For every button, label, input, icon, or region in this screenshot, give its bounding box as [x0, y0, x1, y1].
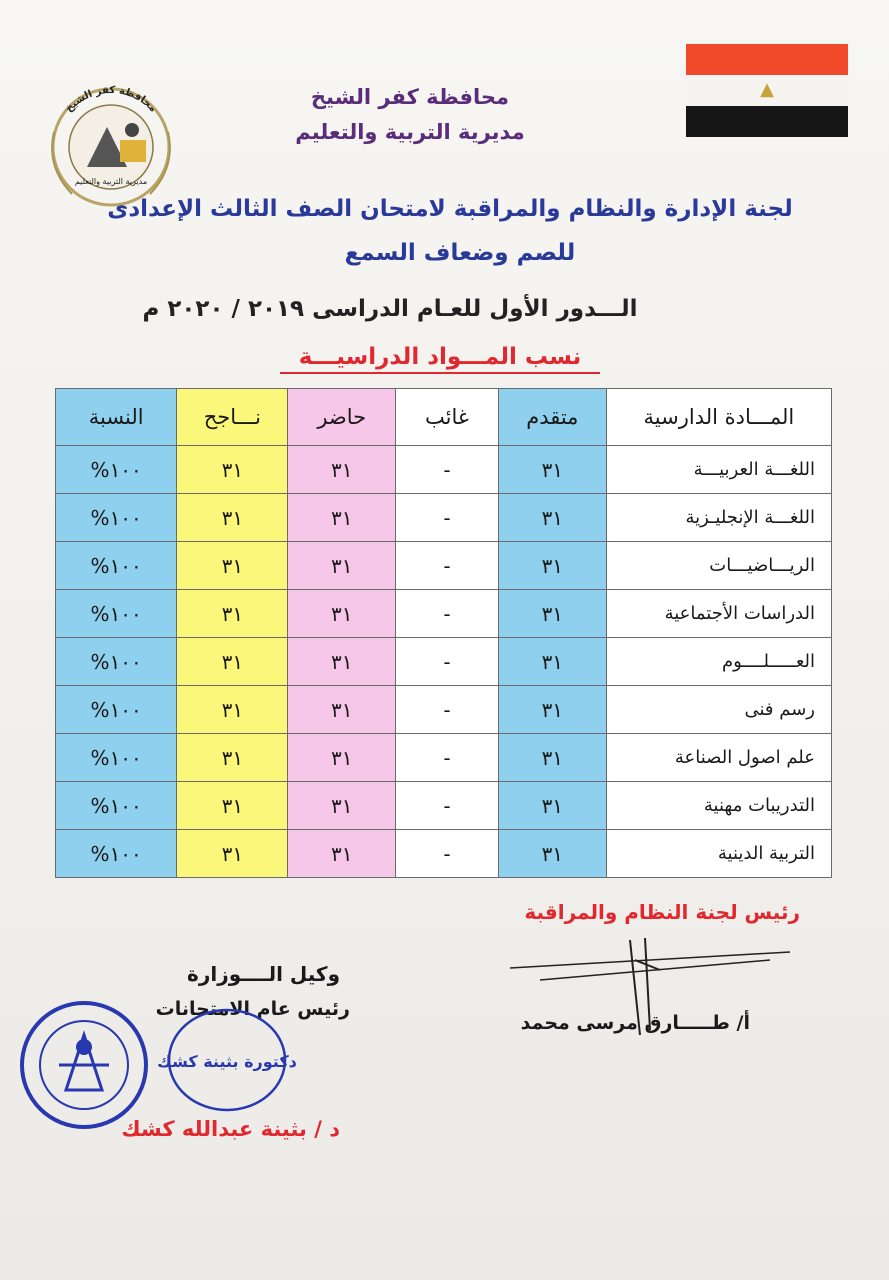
- rate-cell: ١٠٠%: [56, 590, 177, 638]
- enrolled-cell: ٣١: [498, 734, 606, 782]
- table-row: [56, 446, 832, 494]
- subjects-table: [55, 388, 832, 878]
- subject-cell: الريـــاضيـــات: [606, 542, 831, 590]
- egypt-flag-icon: ▲: [686, 44, 848, 137]
- subject-cell: التربية الدينية: [606, 830, 831, 878]
- rate-cell: ١٠٠%: [56, 494, 177, 542]
- subject-cell: علم اصول الصناعة: [606, 734, 831, 782]
- directorate-name: مديرية التربية والتعليم: [295, 120, 525, 144]
- subject-cell: التدريبات مهنية: [606, 782, 831, 830]
- subject-cell: اللغـــة الإنجليـزية: [606, 494, 831, 542]
- table-header-row: [56, 389, 832, 446]
- enrolled-cell: ٣١: [498, 494, 606, 542]
- deputy-subtitle: رئيس عام الامتحانات: [155, 998, 350, 1020]
- table-row: [56, 830, 832, 878]
- rate-cell: ١٠٠%: [56, 782, 177, 830]
- present-cell: ٣١: [288, 494, 396, 542]
- table-row: [56, 782, 832, 830]
- present-cell: ٣١: [288, 734, 396, 782]
- enrolled-cell: ٣١: [498, 446, 606, 494]
- col-passed-header: نـــاجح: [177, 389, 288, 446]
- table-row: [56, 638, 832, 686]
- deputy-name: د / بثينة عبدالله كشك: [121, 1117, 340, 1141]
- svg-text:محافظة كفر الشيخ: محافظة كفر الشيخ: [63, 84, 159, 115]
- present-cell: ٣١: [288, 782, 396, 830]
- subject-cell: العـــــلــــوم: [606, 638, 831, 686]
- passed-cell: ٣١: [177, 446, 288, 494]
- absent-cell: -: [396, 638, 499, 686]
- present-cell: ٣١: [288, 830, 396, 878]
- svg-text:مديرية التربية والتعليم: مديرية التربية والتعليم: [74, 177, 148, 186]
- present-cell: ٣١: [288, 542, 396, 590]
- subject-cell: رسم فنى: [606, 686, 831, 734]
- col-rate-header: النسبة: [56, 389, 177, 446]
- present-cell: ٣١: [288, 638, 396, 686]
- subject-cell: اللغـــة العربيـــة: [606, 446, 831, 494]
- head-signatory-name: أ/ طـــــارق مرسى محمد: [520, 1012, 750, 1034]
- passed-cell: ٣١: [177, 494, 288, 542]
- absent-cell: -: [396, 446, 499, 494]
- col-enrolled-header: متقدم: [498, 389, 606, 446]
- present-cell: ٣١: [288, 686, 396, 734]
- table-row: [56, 590, 832, 638]
- absent-cell: -: [396, 494, 499, 542]
- table-row: [56, 542, 832, 590]
- subject-cell: الدراسات الأجتماعية: [606, 590, 831, 638]
- enrolled-cell: ٣١: [498, 638, 606, 686]
- passed-cell: ٣١: [177, 782, 288, 830]
- committee-subtitle: للصم وضعاف السمع: [344, 240, 576, 266]
- rate-cell: ١٠٠%: [56, 542, 177, 590]
- committee-title: لجنة الإدارة والنظام والمراقبة لامتحان الصف الثالث الإعدادى: [107, 196, 793, 222]
- passed-cell: ٣١: [177, 638, 288, 686]
- passed-cell: ٣١: [177, 590, 288, 638]
- passed-cell: ٣١: [177, 734, 288, 782]
- absent-cell: -: [396, 542, 499, 590]
- absent-cell: -: [396, 782, 499, 830]
- ministry-stamp-icon: [14, 995, 154, 1135]
- directorate-logo-icon: [32, 72, 190, 212]
- enrolled-cell: ٣١: [498, 542, 606, 590]
- rate-cell: ١٠٠%: [56, 734, 177, 782]
- col-absent-header: غائب: [396, 389, 499, 446]
- session-year: الـــدور الأول للعـام الدراسى ٢٠١٩ / ٢٠٢٠ م: [142, 296, 638, 322]
- passed-cell: ٣١: [177, 542, 288, 590]
- passed-cell: ٣١: [177, 686, 288, 734]
- section-title: نسب المـــواد الدراسيـــة: [280, 344, 600, 374]
- passed-cell: ٣١: [177, 830, 288, 878]
- rate-cell: ١٠٠%: [56, 638, 177, 686]
- present-cell: ٣١: [288, 590, 396, 638]
- governorate-name: محافظة كفر الشيخ: [310, 85, 510, 109]
- present-cell: ٣١: [288, 446, 396, 494]
- enrolled-cell: ٣١: [498, 590, 606, 638]
- col-subject-header: المـــادة الدارسية: [606, 389, 831, 446]
- table-row: [56, 494, 832, 542]
- absent-cell: -: [396, 830, 499, 878]
- svg-text:دكتورة بثينة كشك: دكتورة بثينة كشك: [157, 1052, 297, 1071]
- absent-cell: -: [396, 734, 499, 782]
- table-row: [56, 734, 832, 782]
- rate-cell: ١٠٠%: [56, 446, 177, 494]
- head-signatory-title: رئيس لجنة النظام والمراقبة: [524, 900, 800, 924]
- doctor-stamp-icon: [157, 1005, 297, 1115]
- table-row: [56, 686, 832, 734]
- rate-cell: ١٠٠%: [56, 830, 177, 878]
- enrolled-cell: ٣١: [498, 782, 606, 830]
- enrolled-cell: ٣١: [498, 686, 606, 734]
- enrolled-cell: ٣١: [498, 830, 606, 878]
- absent-cell: -: [396, 590, 499, 638]
- absent-cell: -: [396, 686, 499, 734]
- col-present-header: حاضر: [288, 389, 396, 446]
- rate-cell: ١٠٠%: [56, 686, 177, 734]
- deputy-title: وكيل الــــوزارة: [187, 962, 340, 986]
